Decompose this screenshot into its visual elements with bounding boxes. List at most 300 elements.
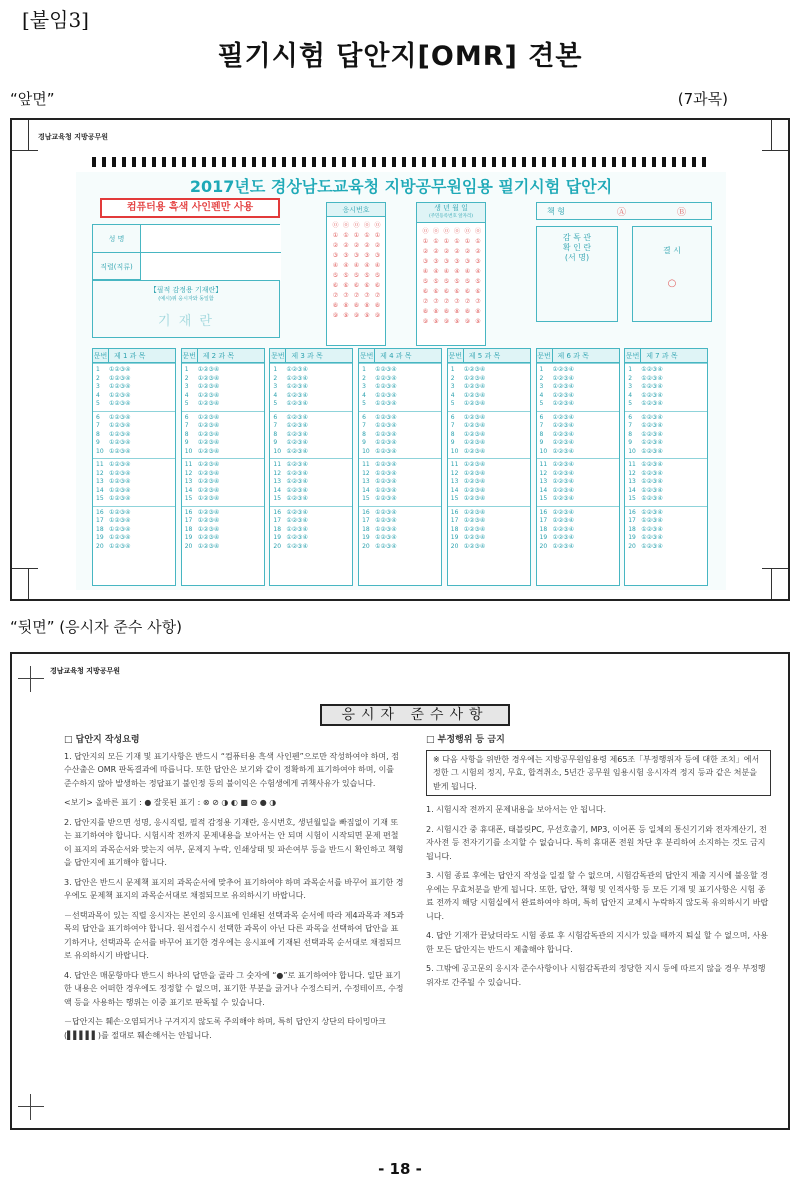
question-number: 2	[184, 374, 189, 382]
answer-bubbles[interactable]: ①②③④	[375, 422, 397, 429]
digit-bubble[interactable]: ⑥	[433, 288, 439, 295]
answer-bubbles[interactable]: ①②③④	[641, 508, 663, 516]
answer-bubbles[interactable]: ①②③④	[641, 542, 663, 550]
digit-bubble[interactable]: ⑨	[443, 318, 450, 325]
digit-bubble[interactable]: ⑦	[464, 298, 471, 305]
digit-bubble[interactable]: ③	[433, 258, 439, 265]
digit-bubble[interactable]: ②	[353, 242, 360, 249]
question-number: 16	[96, 508, 104, 516]
answer-bubbles[interactable]: ①②③④	[552, 439, 575, 446]
answer-bubbles[interactable]: ①②③④	[552, 383, 575, 390]
digit-bubble[interactable]: ②	[454, 248, 460, 255]
answer-bubbles[interactable]: ①②③④	[197, 413, 220, 421]
question-row	[270, 431, 352, 440]
digit-bubble[interactable]: ③	[464, 258, 471, 265]
digit-bubble[interactable]: ④	[353, 262, 360, 269]
answer-bubbles[interactable]: ①②③④	[286, 461, 308, 468]
answer-bubbles[interactable]: ①②③④	[286, 447, 308, 455]
name-field[interactable]	[141, 225, 281, 253]
answer-bubbles[interactable]: ①②③④	[109, 517, 131, 524]
question-number: 19	[96, 534, 104, 541]
answer-bubbles[interactable]: ①②③④	[109, 495, 131, 502]
digit-bubble[interactable]: ⑤	[364, 272, 370, 279]
question-row	[625, 383, 707, 392]
answer-bubbles[interactable]: ①②③④	[109, 422, 131, 429]
answer-bubbles[interactable]: ①②③④	[197, 439, 220, 446]
digit-bubble[interactable]: ⑧	[332, 302, 339, 309]
digit-bubble[interactable]: ⑦	[332, 292, 339, 299]
digit-bubble[interactable]: ⑨	[475, 318, 481, 325]
digit-bubble[interactable]: ⑨	[454, 318, 460, 325]
digit-bubble[interactable]: ④	[475, 268, 481, 275]
digit-bubble[interactable]: ⑥	[422, 288, 429, 295]
answer-bubbles[interactable]: ①②③④	[641, 430, 663, 438]
digit-bubble[interactable]: ⑨	[433, 318, 439, 325]
answer-bubbles[interactable]: ①②③④	[197, 374, 220, 382]
digit-bubble-column[interactable]	[432, 227, 441, 327]
answer-bubbles[interactable]: ①②③④	[109, 439, 131, 446]
digit-bubble[interactable]: ⑤	[422, 278, 429, 285]
answer-bubbles[interactable]: ①②③④	[463, 383, 486, 390]
answer-bubbles[interactable]: ①②③④	[197, 447, 220, 455]
digit-bubble[interactable]: ⑤	[454, 278, 460, 285]
digit-bubble[interactable]: ②	[332, 242, 339, 249]
answer-bubbles[interactable]: ①②③④	[463, 447, 486, 455]
answer-bubbles[interactable]: ①②③④	[286, 400, 308, 407]
digit-bubble[interactable]: ⑤	[332, 272, 339, 279]
answer-bubbles[interactable]: ①②③④	[463, 525, 486, 533]
digit-bubble-column[interactable]	[373, 221, 382, 321]
digit-bubble[interactable]: ⑨	[422, 318, 429, 325]
digit-bubble[interactable]: ⓪	[443, 228, 450, 235]
answer-bubbles[interactable]: ①②③④	[641, 469, 663, 477]
digit-bubble[interactable]: ⓪	[422, 228, 429, 235]
digit-bubble[interactable]: ③	[422, 258, 429, 265]
answer-bubbles[interactable]: ①②③④	[109, 383, 131, 390]
answer-bubbles[interactable]: ①②③④	[641, 391, 663, 399]
digit-bubble[interactable]: ⑦	[353, 292, 360, 299]
digit-bubble[interactable]: ⑨	[374, 312, 381, 319]
answer-bubbles[interactable]: ①②③④	[375, 525, 397, 533]
question-row	[182, 448, 264, 457]
question-row	[448, 461, 530, 470]
digit-bubble[interactable]: ⑤	[343, 272, 349, 279]
answer-bubbles[interactable]: ①②③④	[641, 486, 663, 494]
answer-bubbles[interactable]: ①②③④	[197, 525, 220, 533]
digit-bubble[interactable]: ①	[364, 232, 370, 239]
answer-bubbles[interactable]: ①②③④	[375, 447, 397, 455]
answer-bubbles[interactable]: ①②③④	[641, 439, 663, 446]
answer-bubbles[interactable]: ①②③④	[463, 439, 486, 446]
question-row	[625, 517, 707, 526]
digit-bubble[interactable]: ⑧	[343, 302, 349, 309]
digit-bubble[interactable]: ④	[374, 262, 381, 269]
answer-bubbles[interactable]: ①②③④	[552, 366, 575, 373]
answer-bubbles[interactable]: ①②③④	[109, 374, 131, 382]
digit-bubble[interactable]: ①	[464, 238, 471, 245]
digit-bubble[interactable]: ⓪	[464, 228, 471, 235]
digit-bubble[interactable]: ⑧	[464, 308, 471, 315]
digit-bubble[interactable]: ⑨	[353, 312, 360, 319]
digit-bubble[interactable]: ②	[343, 242, 349, 249]
answer-bubbles[interactable]: ①②③④	[552, 486, 575, 494]
digit-bubble-column[interactable]	[442, 227, 451, 327]
digit-bubble[interactable]: ⓪	[374, 222, 381, 229]
digit-bubble[interactable]: ③	[475, 258, 481, 265]
answer-bubbles[interactable]: ①②③④	[552, 413, 575, 421]
digit-bubble[interactable]: ③	[332, 252, 339, 259]
answer-bubbles[interactable]: ①②③④	[375, 478, 397, 485]
digit-bubble[interactable]: ①	[353, 232, 360, 239]
digit-bubble[interactable]: ⑥	[454, 288, 460, 295]
birth-date-bubbles[interactable]	[417, 223, 485, 345]
digit-bubble[interactable]: ④	[422, 268, 429, 275]
digit-bubble[interactable]: ④	[464, 268, 471, 275]
digit-bubble[interactable]: ②	[443, 248, 450, 255]
question-row	[270, 470, 352, 479]
answer-bubbles[interactable]: ①②③④	[641, 495, 663, 502]
answer-bubbles[interactable]: ①②③④	[641, 413, 663, 421]
answer-bubbles[interactable]: ①②③④	[375, 391, 397, 399]
answer-bubbles[interactable]: ①②③④	[197, 495, 220, 502]
question-row	[182, 439, 264, 448]
digit-bubble[interactable]: ⑧	[475, 308, 481, 315]
front-issuer: 경남교육청 지방공무원	[38, 133, 109, 141]
digit-bubble[interactable]: ⑦	[422, 298, 429, 305]
write-area[interactable]: 기 재 란	[158, 314, 214, 329]
answer-bubbles[interactable]: ①②③④	[552, 508, 575, 516]
answer-bubbles[interactable]: ①②③④	[109, 525, 131, 533]
answer-bubbles[interactable]: ①②③④	[552, 534, 575, 541]
answer-bubbles[interactable]: ①②③④	[641, 374, 663, 382]
answer-bubbles[interactable]: ①②③④	[197, 461, 220, 468]
answer-bubbles[interactable]: ①②③④	[463, 413, 486, 421]
answer-bubbles[interactable]: ①②③④	[375, 534, 397, 541]
digit-bubble[interactable]: ④	[454, 268, 460, 275]
digit-bubble-column[interactable]	[421, 227, 430, 327]
answer-bubbles[interactable]: ①②③④	[109, 486, 131, 494]
answer-bubbles[interactable]: ①②③④	[109, 461, 131, 468]
digit-bubble[interactable]: ⓪	[453, 228, 460, 235]
digit-bubble[interactable]: ⑤	[475, 278, 481, 285]
digit-bubble[interactable]: ⓪	[332, 222, 339, 229]
digit-bubble[interactable]: ⑥	[475, 288, 481, 295]
answer-bubbles[interactable]: ①②③④	[375, 439, 397, 446]
question-row	[537, 431, 619, 440]
answer-bubbles[interactable]: ①②③④	[197, 391, 220, 399]
answer-bubbles[interactable]: ①②③④	[463, 508, 486, 516]
digit-bubble-column[interactable]	[342, 221, 351, 321]
digit-bubble-column[interactable]	[331, 221, 340, 321]
answer-bubbles[interactable]: ①②③④	[463, 400, 486, 407]
digit-bubble[interactable]: ⑥	[364, 282, 370, 289]
answer-bubbles[interactable]: ①②③④	[197, 517, 220, 524]
digit-bubble-column[interactable]	[463, 227, 472, 327]
digit-bubble[interactable]: ③	[374, 252, 381, 259]
answer-bubbles[interactable]: ①②③④	[375, 383, 397, 390]
answer-bubbles[interactable]: ①②③④	[109, 391, 131, 399]
answer-bubbles[interactable]: ①②③④	[109, 400, 131, 407]
digit-bubble[interactable]: ②	[475, 248, 481, 255]
answer-bubbles[interactable]: ①②③④	[197, 383, 220, 390]
back-side-label: “뒷면” (응시자 준수 사항)	[10, 618, 182, 636]
digit-bubble[interactable]: ⑦	[454, 298, 460, 305]
answer-bubbles[interactable]: ①②③④	[197, 366, 220, 373]
digit-bubble[interactable]: ⑦	[343, 292, 349, 299]
digit-bubble[interactable]: ⓪	[432, 228, 439, 235]
digit-bubble[interactable]: ⑤	[433, 278, 439, 285]
answer-bubbles[interactable]: ①②③④	[286, 534, 308, 541]
digit-bubble[interactable]: ⑥	[353, 282, 360, 289]
answer-bubbles[interactable]: ①②③④	[286, 542, 308, 550]
digit-bubble[interactable]: ⑥	[443, 288, 450, 295]
answer-bubbles[interactable]: ①②③④	[552, 422, 575, 429]
digit-bubble[interactable]: ①	[374, 232, 381, 239]
answer-bubbles[interactable]: ①②③④	[463, 534, 486, 541]
answer-bubbles[interactable]: ①②③④	[286, 469, 308, 477]
answer-bubbles[interactable]: ①②③④	[463, 478, 486, 485]
digit-bubble[interactable]: ⑨	[464, 318, 471, 325]
question-row	[359, 400, 441, 409]
digit-bubble[interactable]: ②	[422, 248, 429, 255]
answer-bubbles[interactable]: ①②③④	[109, 508, 131, 516]
answer-bubbles[interactable]: ①②③④	[375, 366, 397, 373]
answer-bubbles[interactable]: ①②③④	[641, 383, 663, 390]
answer-bubbles[interactable]: ①②③④	[197, 430, 220, 438]
digit-bubble[interactable]: ⑦	[374, 292, 381, 299]
question-group	[625, 506, 707, 554]
question-group	[359, 363, 441, 411]
digit-bubble-column[interactable]	[363, 221, 372, 321]
answer-bubbles[interactable]: ①②③④	[286, 391, 308, 399]
digit-bubble[interactable]: ④	[443, 268, 450, 275]
exam-number-box	[326, 202, 386, 346]
digit-bubble[interactable]: ⑥	[343, 282, 349, 289]
answer-bubbles[interactable]: ①②③④	[286, 430, 308, 438]
digit-bubble[interactable]: ③	[454, 258, 460, 265]
answer-bubbles[interactable]: ①②③④	[197, 542, 220, 550]
subject-answer-column	[358, 348, 442, 586]
digit-bubble[interactable]: ②	[374, 242, 381, 249]
answer-bubbles[interactable]: ①②③④	[197, 534, 220, 541]
digit-bubble[interactable]: ④	[343, 262, 349, 269]
question-row	[270, 461, 352, 470]
answer-bubbles[interactable]: ①②③④	[197, 486, 220, 494]
answer-bubbles[interactable]: ①②③④	[197, 469, 220, 477]
job-field[interactable]	[141, 253, 281, 281]
answer-bubbles[interactable]: ①②③④	[286, 525, 308, 533]
digit-bubble-column[interactable]	[453, 227, 462, 327]
answer-bubbles[interactable]: ①②③④	[286, 478, 308, 485]
digit-bubble[interactable]: ①	[475, 238, 481, 245]
answer-bubbles[interactable]: ①②③④	[286, 486, 308, 494]
answer-bubbles[interactable]: ①②③④	[552, 430, 575, 438]
digit-bubble[interactable]: ⑥	[464, 288, 471, 295]
digit-bubble[interactable]: ③	[343, 252, 349, 259]
answer-bubbles[interactable]: ①②③④	[109, 478, 131, 485]
answer-bubbles[interactable]: ①②③④	[552, 478, 575, 485]
answer-bubbles[interactable]: ①②③④	[109, 430, 131, 438]
answer-bubbles[interactable]: ①②③④	[375, 469, 397, 477]
answer-bubbles[interactable]: ①②③④	[641, 534, 663, 541]
right-item: 5. 그밖에 공고문의 응시자 준수사항이나 시험감독관의 정당한 지시 등에 따르지 않을 경우 부정행위자로 간주될 수 있습니다.	[426, 964, 766, 987]
question-number: 13	[273, 478, 282, 485]
digit-bubble[interactable]: ⑤	[353, 272, 360, 279]
answer-bubbles[interactable]: ①②③④	[375, 495, 397, 502]
exam-number-bubbles[interactable]	[327, 217, 385, 345]
answer-bubbles[interactable]: ①②③④	[197, 478, 220, 485]
answer-bubbles[interactable]: ①②③④	[109, 542, 131, 550]
answer-bubbles[interactable]: ①②③④	[641, 447, 663, 455]
answer-bubbles[interactable]: ①②③④	[463, 366, 486, 373]
answer-bubbles[interactable]: ①②③④	[109, 366, 131, 373]
digit-bubble[interactable]: ⑤	[443, 278, 450, 285]
answer-bubbles[interactable]: ①②③④	[286, 422, 308, 429]
answer-bubbles[interactable]: ①②③④	[552, 461, 575, 468]
answer-bubbles[interactable]: ①②③④	[375, 400, 397, 407]
digit-bubble[interactable]: ⑨	[332, 312, 339, 319]
digit-bubble[interactable]: ⓪	[474, 228, 481, 235]
answer-bubbles[interactable]: ①②③④	[375, 430, 397, 438]
answer-bubbles[interactable]: ①②③④	[641, 400, 663, 407]
digit-bubble[interactable]: ⑦	[433, 298, 439, 305]
answer-bubbles[interactable]: ①②③④	[463, 542, 486, 550]
digit-bubble[interactable]: ②	[433, 248, 439, 255]
digit-bubble[interactable]: ⑧	[433, 308, 439, 315]
answer-bubbles[interactable]: ①②③④	[641, 422, 663, 429]
answer-bubbles[interactable]: ①②③④	[197, 508, 220, 516]
answer-bubbles[interactable]: ①②③④	[197, 400, 220, 407]
answer-bubbles[interactable]: ①②③④	[463, 486, 486, 494]
question-row	[182, 422, 264, 431]
answer-bubbles[interactable]: ①②③④	[463, 430, 486, 438]
absent-bubble[interactable]: ○	[667, 278, 677, 289]
answer-bubbles[interactable]: ①②③④	[552, 495, 575, 502]
digit-bubble[interactable]: ⓪	[363, 222, 370, 229]
answer-bubbles[interactable]: ①②③④	[463, 461, 486, 468]
booklet-a-bubble[interactable]: Ⓐ	[617, 208, 627, 218]
answer-bubbles[interactable]: ①②③④	[375, 413, 397, 421]
answer-bubbles[interactable]: ①②③④	[463, 517, 486, 524]
answer-bubbles[interactable]: ①②③④	[375, 508, 397, 516]
digit-bubble[interactable]: ⑧	[353, 302, 360, 309]
answer-bubbles[interactable]: ①②③④	[375, 374, 397, 382]
question-number: 3	[273, 383, 278, 390]
answer-bubbles[interactable]: ①②③④	[463, 391, 486, 399]
answer-bubbles[interactable]: ①②③④	[641, 366, 663, 373]
digit-bubble[interactable]: ⑧	[422, 308, 429, 315]
answer-bubbles[interactable]: ①②③④	[552, 391, 575, 399]
digit-bubble[interactable]: ⑥	[332, 282, 339, 289]
digit-bubble[interactable]: ①	[433, 238, 439, 245]
digit-bubble[interactable]: ③	[364, 252, 370, 259]
answer-bubbles[interactable]: ①②③④	[552, 400, 575, 407]
digit-bubble[interactable]: ⓪	[342, 222, 349, 229]
digit-bubble[interactable]: ⑤	[374, 272, 381, 279]
left-item: 4. 답안은 매문항마다 반드시 하나의 답만을 골라 그 숫자에 “●”로 표기하여야 합니다. 일단 표기한 내용은 어떠한 경우에도 정정할 수 없으며, 표기한 부분을 긁거나 수정스티커, 수정테이프, 수정액 등을 사용하는 행위는 이중 표기로 판독될 수 있습니다.	[64, 970, 404, 1007]
answer-bubbles[interactable]: ①②③④	[197, 422, 220, 429]
answer-bubbles[interactable]: ①②③④	[286, 374, 308, 382]
answer-bubbles[interactable]: ①②③④	[375, 461, 397, 468]
digit-bubble[interactable]: ①	[332, 232, 339, 239]
digit-bubble[interactable]: ②	[464, 248, 471, 255]
answer-bubbles[interactable]: ①②③④	[286, 383, 308, 390]
answer-bubbles[interactable]: ①②③④	[109, 469, 131, 477]
digit-bubble[interactable]: ⑧	[364, 302, 370, 309]
answer-bubbles[interactable]: ①②③④	[641, 525, 663, 533]
question-number: 18	[628, 525, 636, 533]
answer-bubbles[interactable]: ①②③④	[552, 469, 575, 477]
answer-bubbles[interactable]: ①②③④	[463, 469, 486, 477]
digit-bubble[interactable]: ④	[364, 262, 370, 269]
digit-bubble[interactable]: ④	[433, 268, 439, 275]
answer-bubbles[interactable]: ①②③④	[286, 517, 308, 524]
answer-bubbles[interactable]: ①②③④	[375, 542, 397, 550]
digit-bubble[interactable]: ⑨	[364, 312, 370, 319]
answer-bubbles[interactable]: ①②③④	[641, 461, 663, 468]
digit-bubble[interactable]: ⑦	[364, 292, 370, 299]
answer-bubbles[interactable]: ①②③④	[109, 534, 131, 541]
answer-bubbles[interactable]: ①②③④	[286, 508, 308, 516]
digit-bubble[interactable]: ②	[364, 242, 370, 249]
question-number: 11	[450, 461, 459, 468]
digit-bubble[interactable]: ①	[443, 238, 450, 245]
answer-bubbles[interactable]: ①②③④	[286, 439, 308, 446]
digit-bubble[interactable]: ⑧	[374, 302, 381, 309]
digit-bubble[interactable]: ⑦	[443, 298, 450, 305]
digit-bubble[interactable]: ①	[422, 238, 429, 245]
answer-bubbles[interactable]: ①②③④	[375, 486, 397, 494]
digit-bubble[interactable]: ③	[443, 258, 450, 265]
digit-bubble[interactable]: ⑥	[374, 282, 381, 289]
digit-bubble[interactable]: ⑨	[343, 312, 349, 319]
digit-bubble[interactable]: ⑧	[454, 308, 460, 315]
answer-bubbles[interactable]: ①②③④	[552, 374, 575, 382]
answer-bubbles[interactable]: ①②③④	[552, 525, 575, 533]
booklet-b-bubble[interactable]: Ⓑ	[677, 208, 687, 218]
answer-bubbles[interactable]: ①②③④	[109, 447, 131, 455]
answer-bubbles[interactable]: ①②③④	[375, 517, 397, 524]
question-row	[182, 534, 264, 543]
answer-bubbles[interactable]: ①②③④	[552, 542, 575, 550]
digit-bubble[interactable]: ⓪	[353, 222, 360, 229]
answer-bubbles[interactable]: ①②③④	[463, 374, 486, 382]
answer-bubbles[interactable]: ①②③④	[552, 447, 575, 455]
answer-bubbles[interactable]: ①②③④	[641, 517, 663, 524]
answer-bubbles[interactable]: ①②③④	[463, 495, 486, 502]
answer-bubbles[interactable]: ①②③④	[109, 413, 131, 421]
digit-bubble[interactable]: ⑦	[475, 298, 481, 305]
digit-bubble[interactable]: ⑧	[443, 308, 450, 315]
digit-bubble[interactable]: ③	[353, 252, 360, 259]
digit-bubble[interactable]: ①	[343, 232, 349, 239]
subject-header	[182, 349, 264, 363]
subject-header	[270, 349, 352, 363]
answer-bubbles[interactable]: ①②③④	[641, 478, 663, 485]
digit-bubble-column[interactable]	[474, 227, 483, 327]
digit-bubble[interactable]: ⑤	[464, 278, 471, 285]
answer-bubbles[interactable]: ①②③④	[286, 366, 308, 373]
digit-bubble[interactable]: ④	[332, 262, 339, 269]
answer-bubbles[interactable]: ①②③④	[552, 517, 575, 524]
answer-bubbles[interactable]: ①②③④	[286, 413, 308, 421]
digit-bubble[interactable]: ①	[454, 238, 460, 245]
answer-bubbles[interactable]: ①②③④	[286, 495, 308, 502]
digit-bubble-column[interactable]	[352, 221, 361, 321]
answer-bubbles[interactable]: ①②③④	[463, 422, 486, 429]
question-number: 14	[450, 486, 459, 494]
question-number: 15	[362, 495, 370, 502]
